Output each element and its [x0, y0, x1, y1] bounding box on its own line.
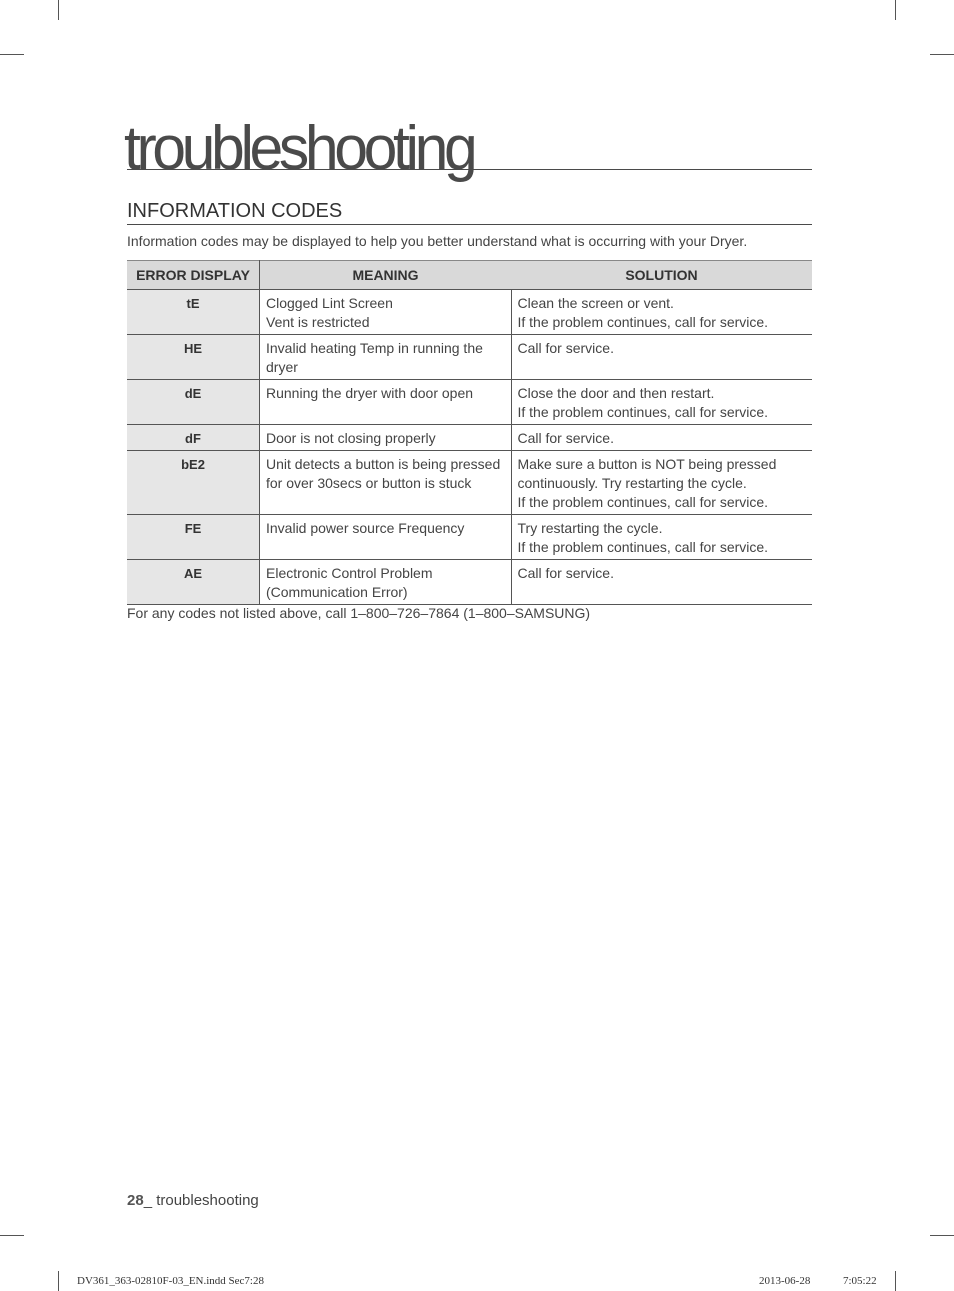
- slug-time: 7:05:22: [843, 1275, 877, 1287]
- footnote: For any codes not listed above, call 1–800–726–7864 (1–800–SAMSUNG): [127, 605, 591, 621]
- meaning-line: Invalid power source Frequency: [266, 520, 465, 536]
- solution-line: If the problem continues, call for service.: [517, 539, 769, 555]
- meaning-line: Unit detects a button is being pressed for over 30secs or button is stuck: [266, 456, 501, 491]
- table-row: [127, 380, 812, 425]
- page-footer: [127, 1192, 259, 1209]
- meaning-cell: [260, 451, 512, 515]
- slug-file: DV361_363-02810F-03_EN.indd Sec7:28: [77, 1275, 264, 1287]
- page-label: _ troubleshooting: [143, 1192, 259, 1209]
- meaning-cell: [260, 560, 512, 605]
- crop-mark: [0, 1235, 24, 1236]
- meaning-cell: [260, 380, 512, 425]
- table-row: [127, 515, 812, 560]
- crop-mark: [58, 0, 59, 20]
- error-code: bE2: [127, 451, 260, 515]
- page-title: troubleshooting: [124, 114, 474, 183]
- crop-mark: [930, 1235, 954, 1236]
- meaning-line: Running the dryer with door open: [266, 385, 474, 401]
- solution-cell: [511, 380, 812, 425]
- solution-line: Clean the screen or vent.: [517, 295, 674, 311]
- meaning-line: Invalid heating Temp in running the dryer: [266, 340, 483, 375]
- solution-line: Make sure a button is NOT being pressed continuously. Try restarting the cycle.: [517, 456, 777, 491]
- crop-mark: [930, 54, 954, 55]
- solution-line: If the problem continues, call for service.: [517, 314, 769, 330]
- meaning-line: Vent is restricted: [266, 314, 370, 330]
- information-codes-table: [127, 260, 812, 605]
- error-code: HE: [127, 335, 260, 380]
- solution-line: Close the door and then restart.: [517, 385, 715, 401]
- solution-line: Try restarting the cycle.: [517, 520, 663, 536]
- meaning-line: Clogged Lint Screen: [266, 295, 393, 311]
- table-row: [127, 290, 812, 335]
- error-code: dF: [127, 425, 260, 451]
- slug-date: 2013-06-28: [759, 1275, 811, 1287]
- solution-cell: [511, 425, 812, 451]
- error-code: tE: [127, 290, 260, 335]
- solution-line: If the problem continues, call for service.: [517, 404, 769, 420]
- table-row: [127, 425, 812, 451]
- table-row: [127, 560, 812, 605]
- table-row: [127, 335, 812, 380]
- meaning-cell: [260, 335, 512, 380]
- solution-cell: [511, 335, 812, 380]
- error-code: dE: [127, 380, 260, 425]
- section-title: INFORMATION CODES: [127, 200, 812, 225]
- table-header-row: [127, 261, 812, 290]
- error-code: FE: [127, 515, 260, 560]
- meaning-cell: [260, 425, 512, 451]
- solution-cell: [511, 560, 812, 605]
- solution-line: If the problem continues, call for service.: [517, 494, 769, 510]
- meaning-cell: [260, 515, 512, 560]
- meaning-line: Electronic Control Problem (Communication Error): [266, 565, 433, 600]
- page-number: 28: [127, 1192, 144, 1209]
- header-error-display: ERROR DISPLAY: [127, 261, 260, 290]
- table-row: [127, 451, 812, 515]
- solution-line: Call for service.: [517, 340, 614, 356]
- intro-text: Information codes may be displayed to help you better understand what is occurring with your Dryer.: [127, 233, 748, 249]
- solution-cell: [511, 451, 812, 515]
- solution-cell: [511, 515, 812, 560]
- meaning-line: Door is not closing properly: [266, 430, 436, 446]
- crop-mark: [0, 54, 24, 55]
- header-meaning: MEANING: [260, 261, 512, 290]
- crop-mark: [895, 0, 896, 20]
- error-code: AE: [127, 560, 260, 605]
- meaning-cell: [260, 290, 512, 335]
- solution-line: Call for service.: [517, 565, 614, 581]
- solution-line: Call for service.: [517, 430, 614, 446]
- solution-cell: [511, 290, 812, 335]
- header-solution: SOLUTION: [511, 261, 812, 290]
- crop-mark: [895, 1271, 896, 1291]
- page-title-block: [124, 112, 812, 183]
- crop-mark: [58, 1271, 59, 1291]
